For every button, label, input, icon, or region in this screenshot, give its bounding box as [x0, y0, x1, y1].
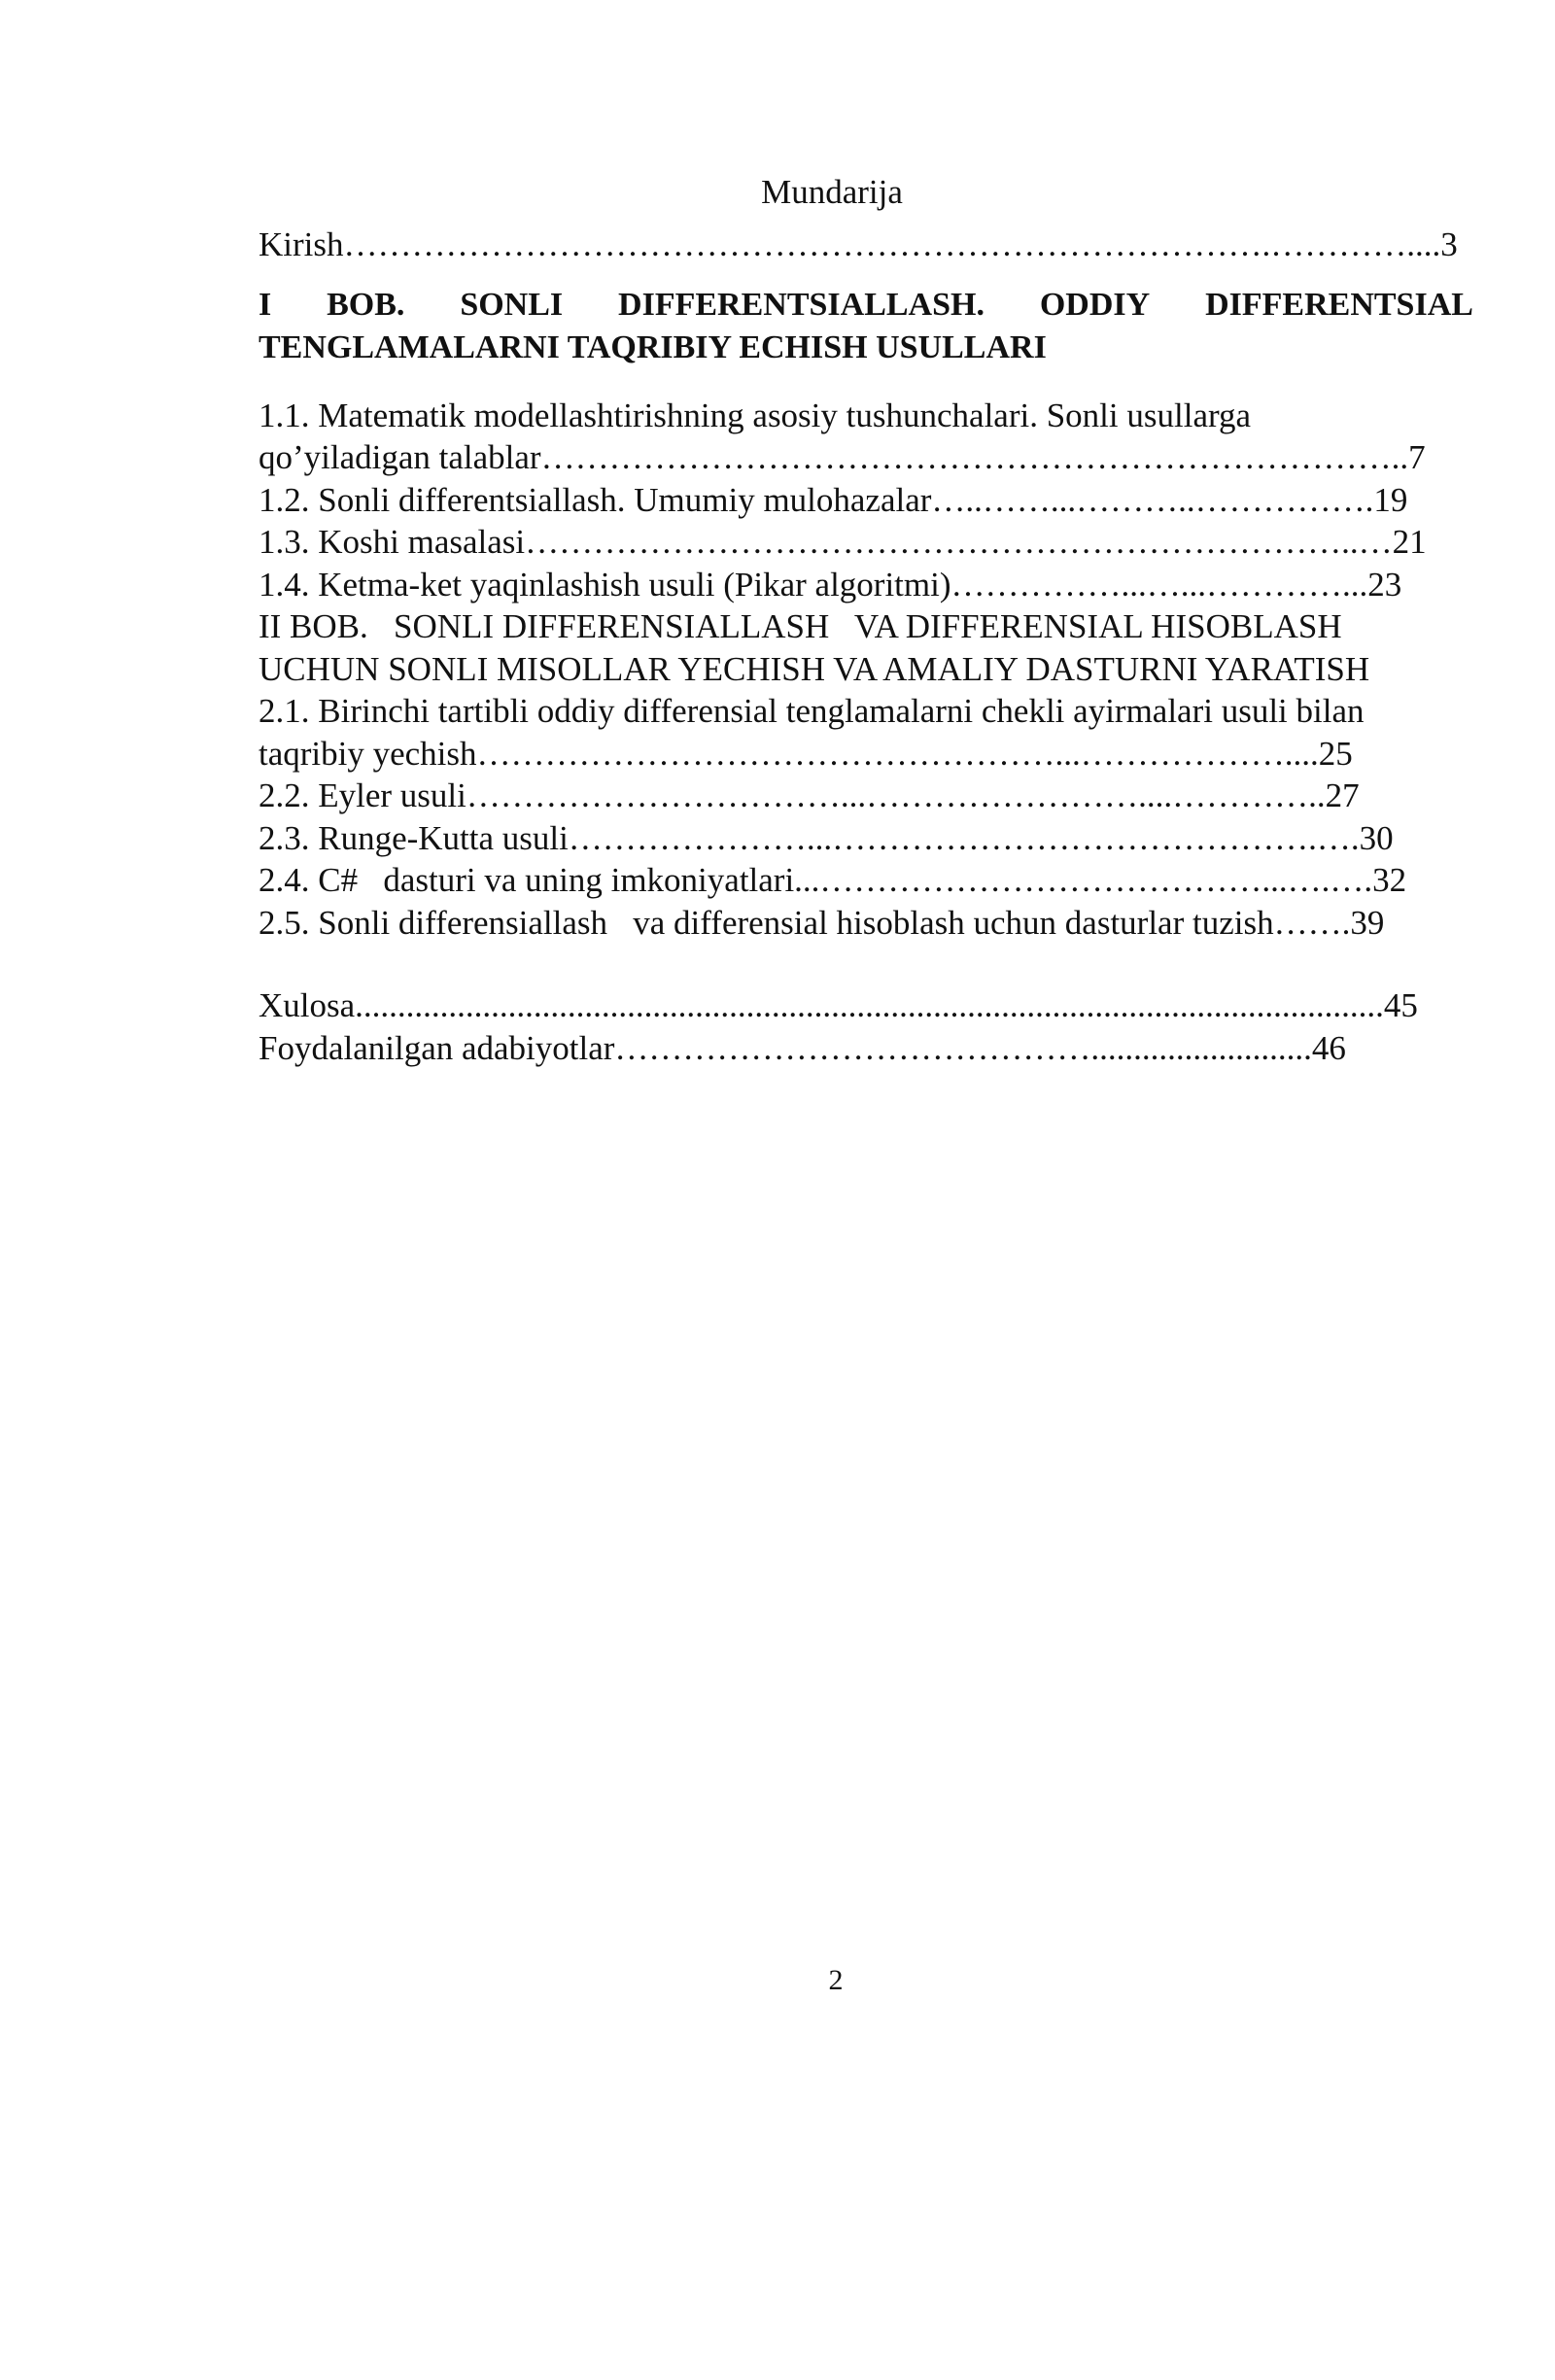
page-title: Mundarija: [761, 173, 903, 211]
chapter-1-word: DIFFERENTSIAL: [1205, 286, 1473, 323]
toc-entry-2-3: 2.3. Runge-Kutta usuli…………………...…………………………………….….30: [259, 818, 1394, 857]
toc-entry-1-2: 1.2. Sonli differentsiallash. Umumiy mulohazalar…..……...………..…………….19: [259, 480, 1408, 519]
chapter-1-word: BOB.: [327, 286, 405, 323]
toc-entry-2-1-line-1: 2.1. Birinchi tartibli oddiy differensial tenglamalarni chekli ayirmalari usuli bilan: [259, 692, 1365, 730]
toc-entry-2-2: 2.2. Eyler usuli……………………………...……………………....…………..27: [259, 776, 1360, 814]
toc-entry-1-1-line-2: qo’yiladigan talablar…………………………………………………………………..7: [259, 438, 1426, 476]
toc-chapter-1-line-1: [259, 284, 1473, 327]
toc-entry-2-1-line-2: taqribiy yechish……………………………………………...………………....25: [259, 734, 1353, 773]
chapter-1-word: I: [259, 286, 272, 323]
chapter-1-word: DIFFERENTSIALLASH.: [618, 286, 985, 323]
toc-chapter-1-heading: [259, 284, 1473, 369]
toc-entry-intro: Kirish……………………………………………………………………….…………....3: [259, 225, 1458, 263]
table-of-contents: [259, 224, 1473, 1069]
toc-entry-1-1-line-1: 1.1. Matematik modellashtirishning asosiy tushunchalari. Sonli usullarga: [259, 396, 1252, 434]
toc-entry-conclusion: Xulosa.........................................................................................................................45: [259, 986, 1418, 1024]
toc-entry-2-5: 2.5. Sonli differensiallash va differensial hisoblash uchun dasturlar tuzish…….39: [259, 903, 1385, 942]
toc-chapter-2-line-1: II BOB. SONLI DIFFERENSIALLASH VA DIFFERENSIAL HISOBLASH: [259, 607, 1342, 645]
toc-entry-2-4: 2.4. C# dasturi va uning imkoniyatlari...…………………………………...….….32: [259, 861, 1407, 899]
toc-chapter-1-line-2: TENGLAMALARNI TAQRIBIY ECHISH USULLARI: [259, 328, 1047, 365]
toc-chapter-2-line-2: UCHUN SONLI MISOLLAR YECHISH VA AMALIY DASTURNI YARATISH: [259, 649, 1370, 688]
chapter-1-word: ODDIY: [1039, 286, 1151, 323]
toc-entry-1-3: 1.3. Koshi masalasi………………………………………………………………..…21: [259, 523, 1427, 561]
toc-entry-1-4: 1.4. Ketma-ket yaqinlashish usuli (Pikar algoritmi)……………...…...…………...23: [259, 565, 1402, 604]
page-number: 2: [828, 1964, 844, 1996]
chapter-1-word: SONLI: [460, 286, 564, 323]
toc-entry-references: Foydalanilgan adabiyotlar……………………………………..........................46: [259, 1028, 1346, 1067]
